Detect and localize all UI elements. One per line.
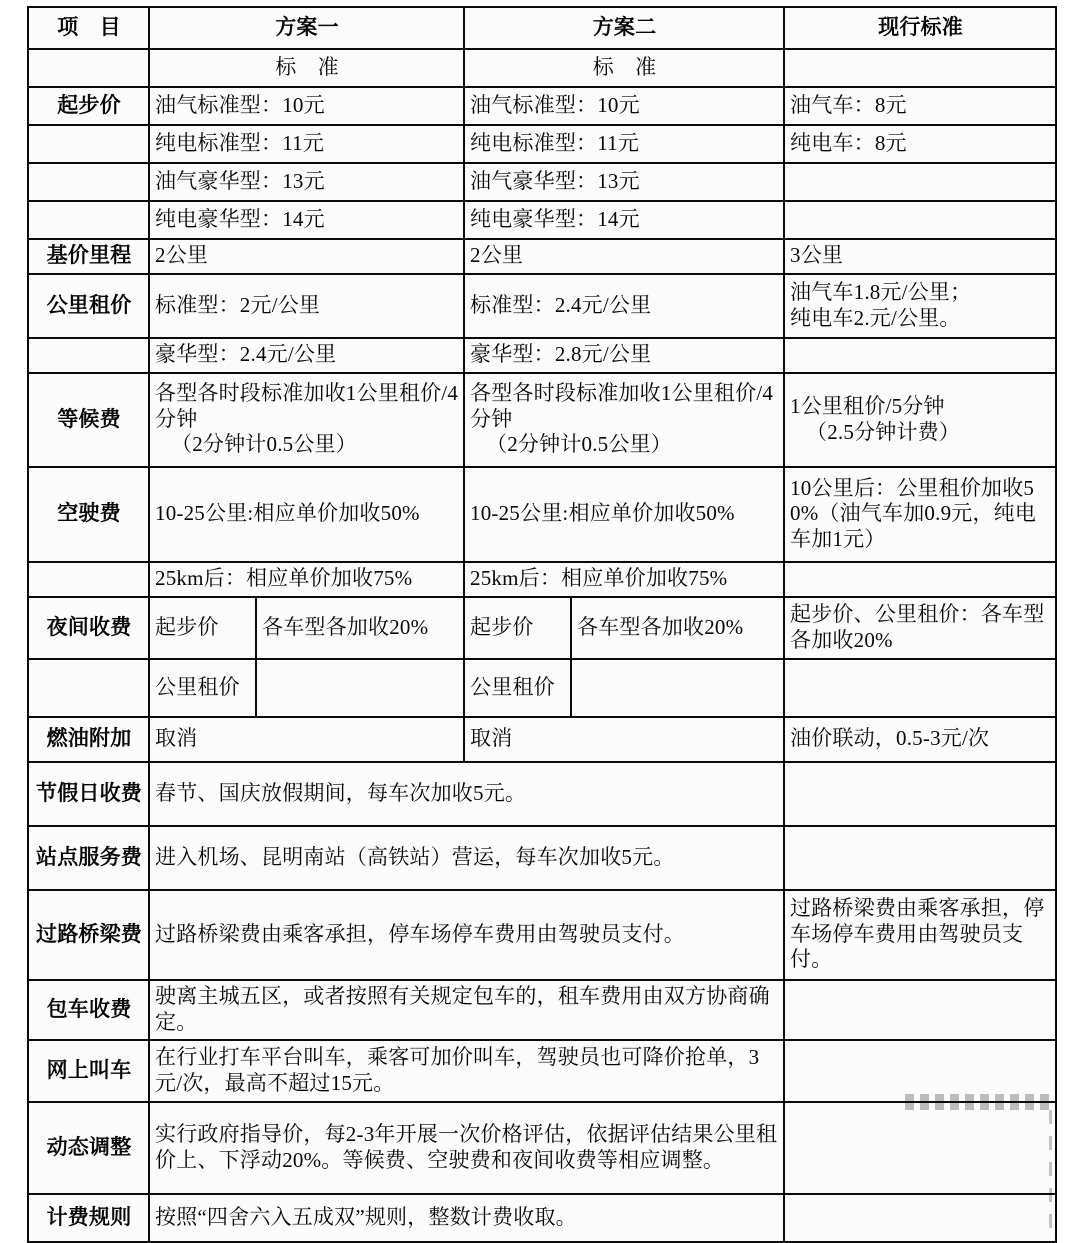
row-label-base-mileage: 基价里程	[28, 239, 149, 274]
table-row	[28, 562, 1056, 597]
row-label-night-fee: 夜间收费	[28, 597, 149, 659]
start-price-current-4	[784, 201, 1056, 239]
subheader-item-blank	[28, 49, 149, 87]
table-row	[28, 762, 1056, 826]
station-service-fee-merged: 进入机场、昆明南站（高铁站）营运，每车次加收5元。	[149, 826, 784, 890]
night-fee-current-blank	[784, 659, 1056, 717]
table-row	[28, 201, 1056, 239]
start-price-plan2-2: 纯电标准型：11元	[464, 125, 784, 163]
subheader-plan-two-standard: 标 准	[464, 49, 784, 87]
waiting-fee-plan1	[149, 373, 464, 467]
table-header-row	[28, 7, 1056, 49]
header-plan-two: 方案二	[464, 7, 784, 49]
km-price-label-blank	[28, 338, 149, 373]
empty-drive-plan1-b: 25km后：相应单价加收75%	[149, 562, 464, 597]
table-row	[28, 338, 1056, 373]
km-price-plan2-standard: 标准型：2.4元/公里	[464, 274, 784, 338]
row-label-toll-bridge-fee: 过路桥梁费	[28, 890, 149, 980]
start-price-plan1-3: 油气豪华型：13元	[149, 163, 464, 201]
waiting-fee-current	[784, 373, 1056, 467]
table-row	[28, 87, 1056, 125]
dynamic-adjustment-current	[784, 1102, 1056, 1194]
start-price-current-1: 油气车：8元	[784, 87, 1056, 125]
empty-drive-plan2-a: 10-25公里:相应单价加收50%	[464, 467, 784, 562]
empty-drive-current: 10公里后：公里租价加收50%（油气车加0.9元，纯电车加1元）	[784, 467, 1056, 562]
waiting-fee-plan2	[464, 373, 784, 467]
start-price-plan1-4: 纯电豪华型：14元	[149, 201, 464, 239]
row-label-waiting-fee: 等候费	[28, 373, 149, 467]
waiting-fee-plan1-line2: （2分钟计0.5公里）	[171, 432, 357, 457]
row-label-start-price: 起步价	[28, 87, 149, 125]
table-row	[28, 163, 1056, 201]
waiting-fee-plan2-line2: （2分钟计0.5公里）	[486, 432, 672, 457]
charter-fee-current	[784, 980, 1056, 1040]
table-subheader-row	[28, 49, 1056, 87]
table-row	[28, 239, 1056, 274]
row-label-fuel-surcharge: 燃油附加	[28, 717, 149, 762]
table-row	[28, 373, 1056, 467]
table-row	[28, 1102, 1056, 1194]
header-current-standard: 现行标准	[784, 7, 1056, 49]
online-hailing-merged: 在行业打车平台叫车，乘客可加价叫车，驾驶员也可降价抢单，3元/次，最高不超过15元。	[149, 1040, 784, 1102]
start-price-label-blank-2	[28, 125, 149, 163]
online-hailing-current	[784, 1040, 1056, 1102]
empty-drive-plan2-b: 25km后：相应单价加收75%	[464, 562, 784, 597]
night-fee-plan1-item1: 起步价	[149, 597, 256, 659]
row-label-station-service-fee: 站点服务费	[28, 826, 149, 890]
header-item: 项 目	[28, 7, 149, 49]
row-label-billing-rule: 计费规则	[28, 1194, 149, 1242]
base-mileage-plan1: 2公里	[149, 239, 464, 274]
waiting-fee-current-line2: （2.5分钟计费）	[806, 419, 961, 444]
base-mileage-current: 3公里	[784, 239, 1056, 274]
fuel-surcharge-plan1: 取消	[149, 717, 464, 762]
night-fee-label-blank	[28, 659, 149, 717]
km-price-current-blank	[784, 338, 1056, 373]
night-fee-plan1-value1: 各车型各加收20%	[256, 597, 464, 659]
row-label-charter-fee: 包车收费	[28, 980, 149, 1040]
table-row	[28, 1040, 1056, 1102]
station-service-fee-current	[784, 826, 1056, 890]
night-fee-plan2-item2: 公里租价	[464, 659, 571, 717]
fuel-surcharge-current: 油价联动，0.5-3元/次	[784, 717, 1056, 762]
km-price-plan1-standard: 标准型：2元/公里	[149, 274, 464, 338]
waiting-fee-plan2-line1: 各型各时段标准加收1公里租价/4分钟	[470, 381, 774, 431]
table-row	[28, 125, 1056, 163]
start-price-label-blank-3	[28, 163, 149, 201]
table-row	[28, 1194, 1056, 1242]
billing-rule-current	[784, 1194, 1056, 1242]
dynamic-adjustment-merged: 实行政府指导价，每2-3年开展一次价格评估，依据评估结果公里租价上、下浮动20%。等候费、空驶费和夜间收费等相应调整。	[149, 1102, 784, 1194]
header-plan-one: 方案一	[149, 7, 464, 49]
row-label-online-hailing: 网上叫车	[28, 1040, 149, 1102]
base-mileage-plan2: 2公里	[464, 239, 784, 274]
toll-bridge-fee-current: 过路桥梁费由乘客承担，停车场停车费用由驾驶员支付。	[784, 890, 1056, 980]
km-price-plan2-luxury: 豪华型：2.8元/公里	[464, 338, 784, 373]
billing-rule-merged: 按照“四舍六入五成双”规则，整数计费收取。	[149, 1194, 784, 1242]
row-label-dynamic-adjustment: 动态调整	[28, 1102, 149, 1194]
table-row	[28, 717, 1056, 762]
row-label-empty-drive-fee: 空驶费	[28, 467, 149, 562]
row-label-km-price: 公里租价	[28, 274, 149, 338]
night-fee-plan2-item1: 起步价	[464, 597, 571, 659]
row-label-holiday-fee: 节假日收费	[28, 762, 149, 826]
night-fee-plan1-item2: 公里租价	[149, 659, 256, 717]
table-row	[28, 659, 1056, 717]
waiting-fee-plan1-line1: 各型各时段标准加收1公里租价/4分钟	[155, 381, 459, 431]
charter-fee-merged: 驶离主城五区，或者按照有关规定包车的，租车费用由双方协商确定。	[149, 980, 784, 1040]
start-price-plan2-4: 纯电豪华型：14元	[464, 201, 784, 239]
start-price-plan1-1: 油气标准型：10元	[149, 87, 464, 125]
table-row	[28, 890, 1056, 980]
table-row	[28, 826, 1056, 890]
fuel-surcharge-plan2: 取消	[464, 717, 784, 762]
table-row	[28, 980, 1056, 1040]
km-price-plan1-luxury: 豪华型：2.4元/公里	[149, 338, 464, 373]
toll-bridge-fee-merged: 过路桥梁费由乘客承担，停车场停车费用由驾驶员支付。	[149, 890, 784, 980]
start-price-current-2: 纯电车：8元	[784, 125, 1056, 163]
start-price-plan1-2: 纯电标准型：11元	[149, 125, 464, 163]
empty-drive-label-blank	[28, 562, 149, 597]
night-fee-current: 起步价、公里租价：各车型各加收20%	[784, 597, 1056, 659]
subheader-current-blank	[784, 49, 1056, 87]
fare-comparison-table	[27, 6, 1057, 1243]
night-fee-plan2-value2	[571, 659, 784, 717]
table-row	[28, 274, 1056, 338]
km-price-current-line1: 油气车1.8元/公里；	[790, 279, 972, 304]
start-price-current-3	[784, 163, 1056, 201]
night-fee-plan2-value1: 各车型各加收20%	[571, 597, 784, 659]
waiting-fee-current-line1: 1公里租价/5分钟	[790, 393, 945, 418]
start-price-label-blank-4	[28, 201, 149, 239]
holiday-fee-current	[784, 762, 1056, 826]
holiday-fee-merged: 春节、国庆放假期间，每车次加收5元。	[149, 762, 784, 826]
table-row	[28, 467, 1056, 562]
start-price-plan2-1: 油气标准型：10元	[464, 87, 784, 125]
km-price-current	[784, 274, 1056, 338]
night-fee-plan1-value2	[256, 659, 464, 717]
empty-drive-plan1-a: 10-25公里:相应单价加收50%	[149, 467, 464, 562]
table-row	[28, 597, 1056, 659]
start-price-plan2-3: 油气豪华型：13元	[464, 163, 784, 201]
empty-drive-current-blank	[784, 562, 1056, 597]
km-price-current-line2: 纯电车2.元/公里。	[790, 305, 961, 330]
subheader-plan-one-standard: 标 准	[149, 49, 464, 87]
